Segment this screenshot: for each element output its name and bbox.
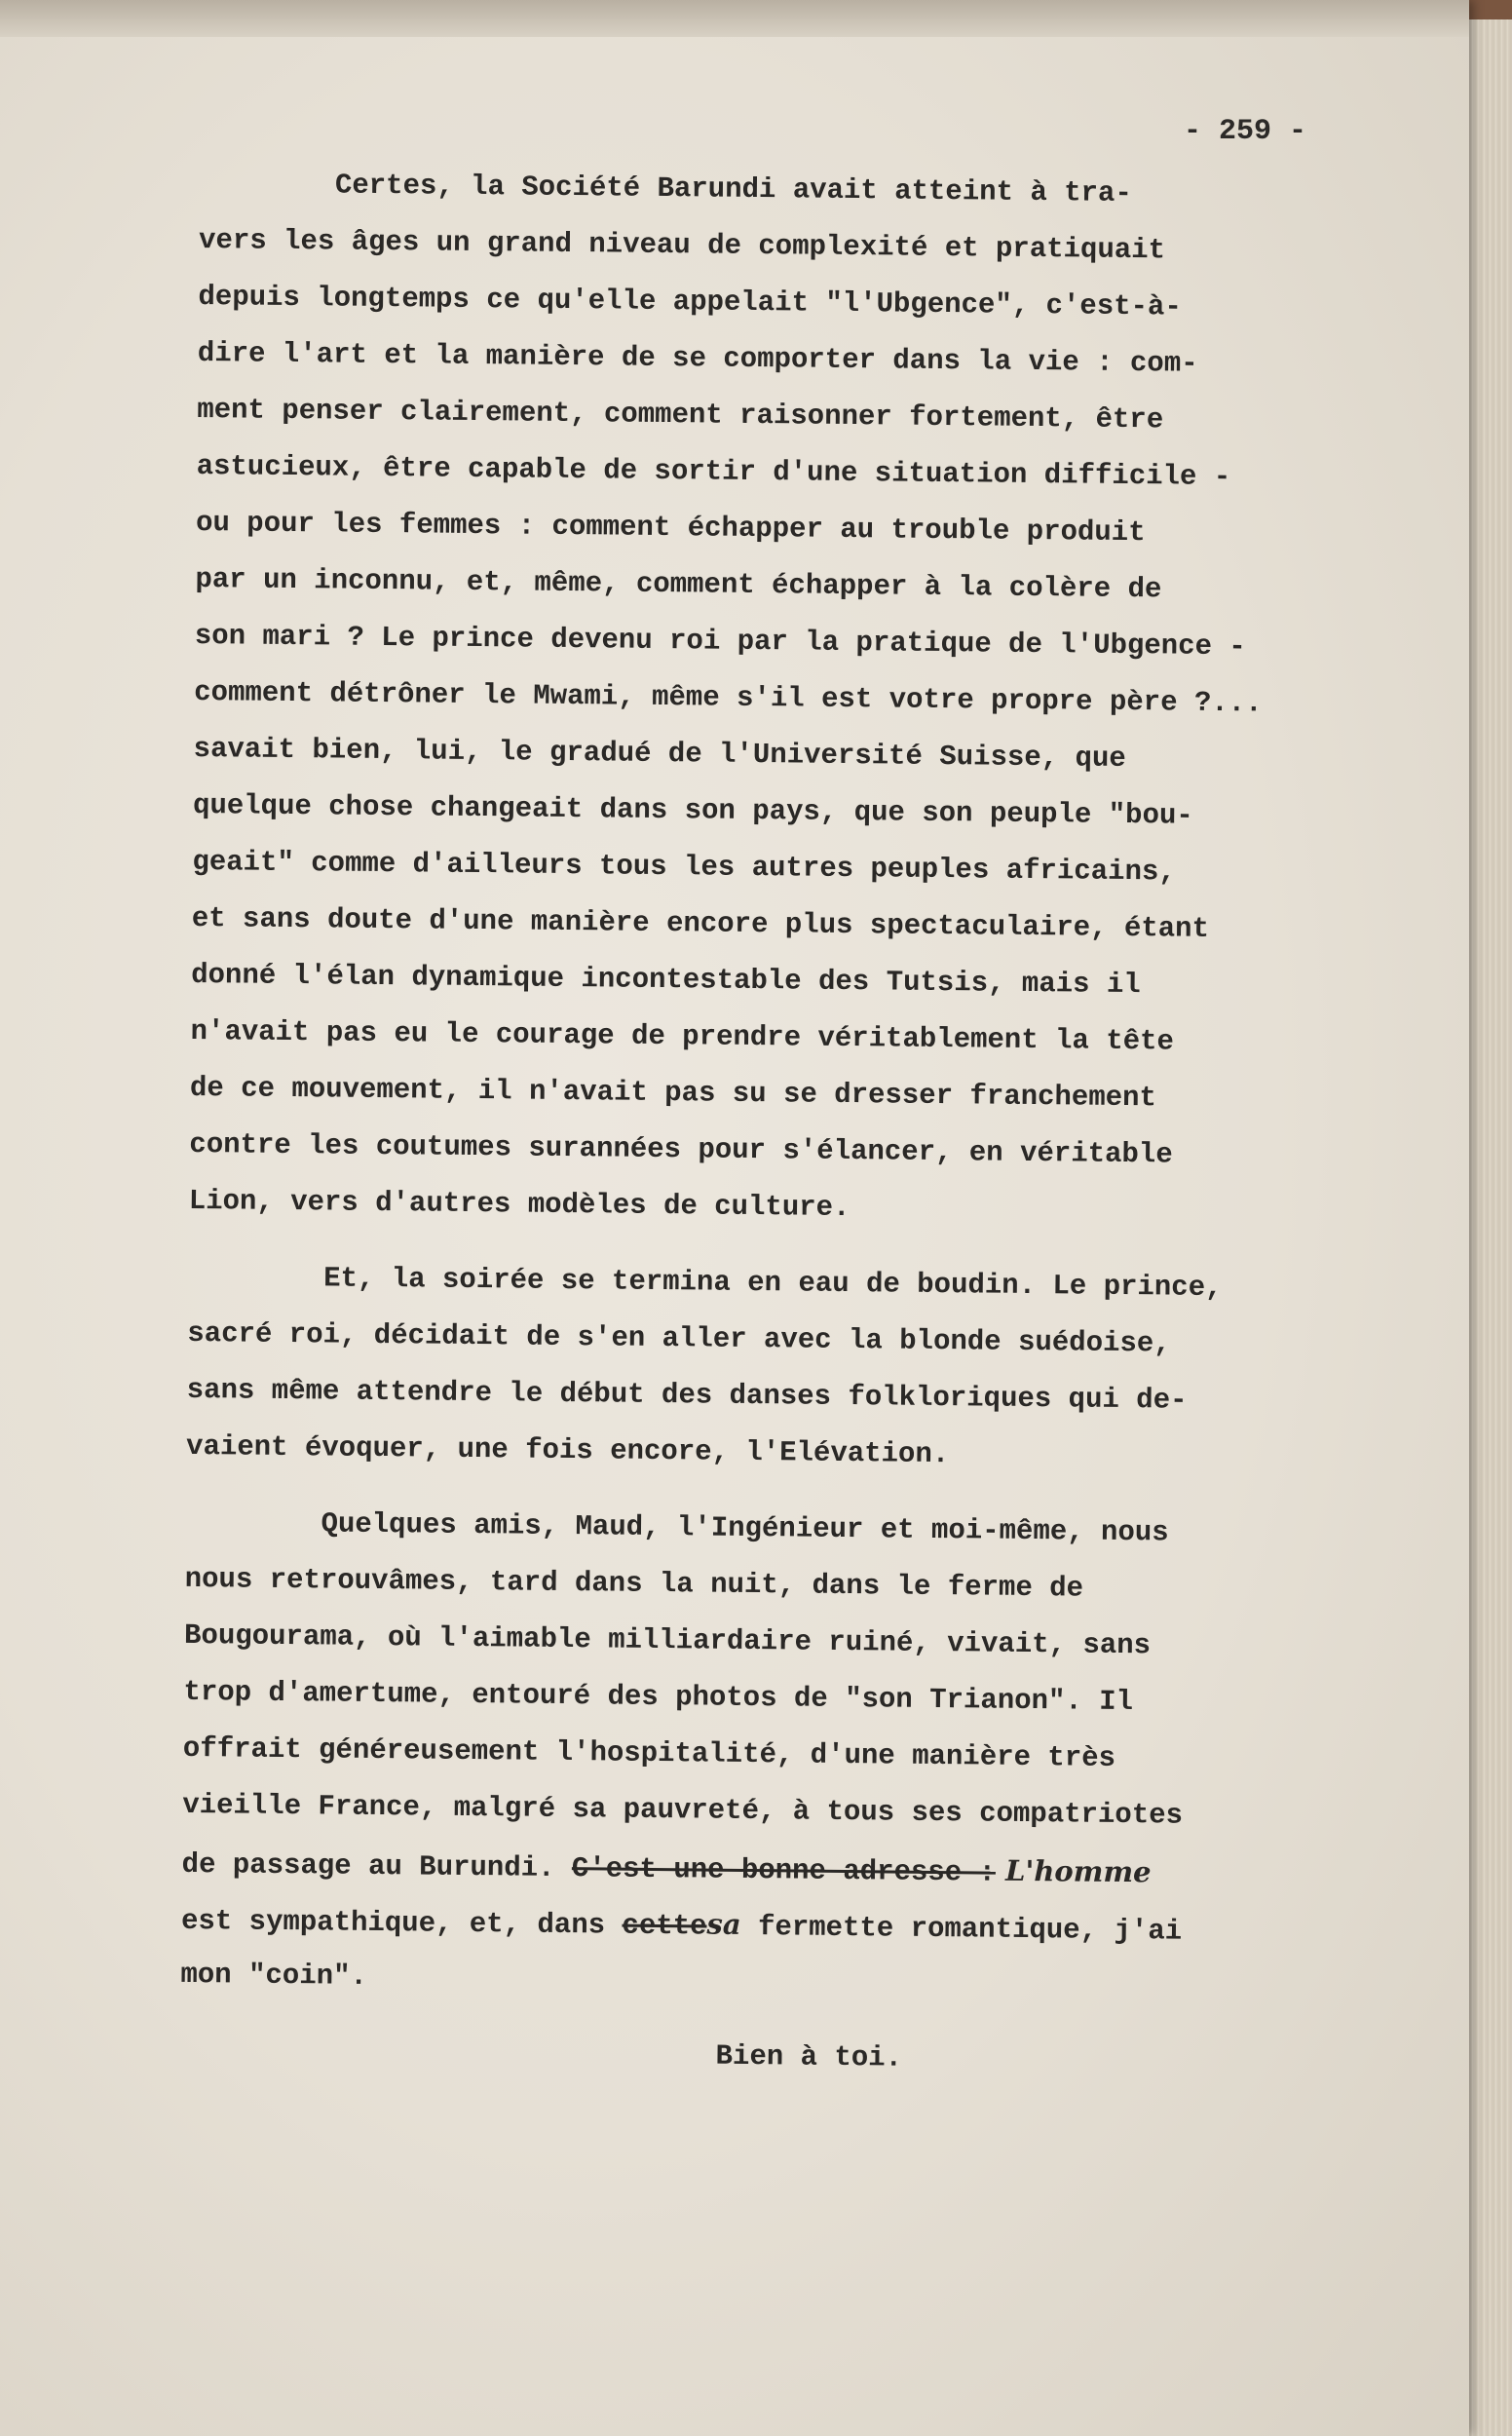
handwritten-insertion: sa <box>706 1907 741 1941</box>
text-line: et sans doute d'une manière encore plus spectaculaire, étant <box>191 901 1210 945</box>
line-segment: est sympathique, et, dans <box>180 1904 623 1942</box>
letter-body <box>179 156 1447 2092</box>
text-line: ou pour les femmes : comment échapper au trouble produit <box>195 506 1146 550</box>
text-line: geait" comme d'ailleurs tous les autres peuples africains, <box>192 845 1176 889</box>
handwritten-correction: L'homme <box>995 1853 1152 1889</box>
closing-salutation: Bien à toi. <box>715 2039 903 2074</box>
page-number: - 259 - <box>1184 115 1307 148</box>
text-line: nous retrouvâmes, tard dans la nuit, dans le ferme de <box>184 1562 1084 1605</box>
text-line: vers les âges un grand niveau de complexité et pratiquait <box>198 223 1166 267</box>
page-top-edge <box>0 0 1469 37</box>
text-line: astucieux, être capable de sortir d'une situation difficile - <box>196 449 1231 494</box>
text-line: par un inconnu, et, même, comment échapper à la colère de <box>195 562 1162 606</box>
text-line: mon "coin". <box>180 1958 368 1993</box>
line-segment: de passage au Burundi. <box>181 1847 573 1885</box>
text-line: ment penser clairement, comment raisonner fortement, être <box>197 393 1164 437</box>
text-line: donné l'élan dynamique incontestable des Tutsis, mais il <box>191 958 1141 1002</box>
line-segment: fermette romantique, j'ai <box>740 1910 1183 1948</box>
text-line: quelque chose changeait dans son pays, que son peuple "bou- <box>192 788 1193 832</box>
text-line: Bougourama, où l'aimable milliardaire ruiné, vivait, sans <box>183 1618 1152 1662</box>
text-line: de ce mouvement, il n'avait pas su se dresser franchement <box>189 1071 1157 1115</box>
text-line: sans même attendre le début des danses folkloriques qui de- <box>186 1373 1188 1417</box>
text-line: n'avait pas eu le courage de prendre véritablement la tête <box>190 1014 1175 1058</box>
text-line: savait bien, lui, le gradué de l'Université Suisse, que <box>193 732 1126 775</box>
text-line: offrait généreusement l'hospitalité, d'une manière très <box>182 1732 1116 1774</box>
text-line: dire l'art et la manière de se comporter dans la vie : com- <box>197 336 1198 380</box>
struck-out-text: cette <box>622 1909 707 1943</box>
text-line: vaient évoquer, une fois encore, l'Elévation. <box>185 1429 950 1471</box>
text-line: sacré roi, décidait de s'en aller avec la blonde suédoise, <box>187 1316 1171 1360</box>
text-line: depuis longtemps ce qu'elle appelait "l'Ubgence", c'est-à- <box>198 280 1182 324</box>
struck-out-text: C'est une bonne adresse : <box>571 1852 997 1889</box>
text-line: Quelques amis, Maud, l'Ingénieur et moi-même, nous <box>185 1505 1169 1549</box>
text-line: trop d'amertume, entouré des photos de "son Trianon". Il <box>183 1675 1134 1719</box>
text-line: Certes, la Société Barundi avait atteint à tra- <box>199 167 1132 210</box>
text-line: Et, la soirée se termina en eau de boudin. Le prince, <box>187 1260 1223 1305</box>
text-line: comment détrôner le Mwami, même s'il est votre propre père ?... <box>194 675 1263 720</box>
text-line: Lion, vers d'autres modèles de culture. <box>188 1184 850 1225</box>
text-line: contre les coutumes surannées pour s'élancer, en véritable <box>189 1127 1173 1171</box>
text-line: vieille France, malgré sa pauvreté, à tous ses compatriotes <box>182 1788 1184 1832</box>
text-line: son mari ? Le prince devenu roi par la pratique de l'Ubgence - <box>194 619 1246 664</box>
